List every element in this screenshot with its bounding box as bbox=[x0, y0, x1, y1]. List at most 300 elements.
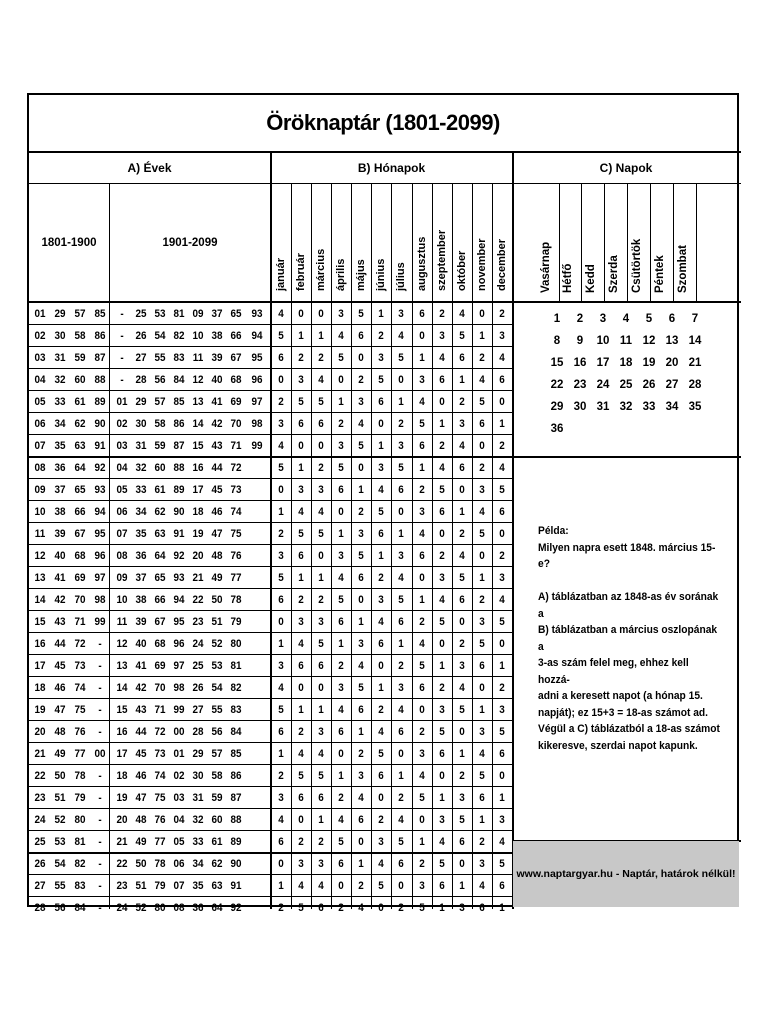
month-code-cell: 0 bbox=[398, 374, 404, 386]
month-code-cell: 5 bbox=[318, 396, 324, 408]
month-code-cell: 4 bbox=[439, 836, 445, 848]
col-line-weekday bbox=[559, 183, 560, 301]
year-1901-cell: 80 bbox=[230, 638, 242, 650]
year-1901-cell: 07 bbox=[173, 880, 185, 892]
year-1901-cell: 67 bbox=[154, 616, 166, 628]
month-code-cell: 0 bbox=[318, 682, 324, 694]
year-1901-cell bbox=[248, 897, 266, 919]
month-code-cell: 2 bbox=[278, 396, 284, 408]
year-1901-cell bbox=[248, 567, 266, 589]
col-line-weekday bbox=[696, 183, 697, 301]
year-1801-cell: 59 bbox=[74, 352, 86, 364]
month-code-cell: 3 bbox=[459, 792, 465, 804]
month-code-cell: 4 bbox=[398, 814, 404, 826]
year-1801-cell: 96 bbox=[94, 550, 106, 562]
month-code-cell: 5 bbox=[358, 682, 364, 694]
year-1901-cell bbox=[248, 479, 266, 501]
month-code-cell: 3 bbox=[358, 396, 364, 408]
month-code-cell: 6 bbox=[499, 506, 505, 518]
month-code-cell: 4 bbox=[318, 506, 324, 518]
month-code-cell: 5 bbox=[378, 880, 384, 892]
month-code-cell: 2 bbox=[459, 396, 465, 408]
month-code-cell: 1 bbox=[499, 902, 505, 914]
month-code-cell: 2 bbox=[439, 550, 445, 562]
year-1801-cell: 65 bbox=[74, 484, 86, 496]
day-number: 33 bbox=[642, 401, 656, 413]
month-code-cell: 1 bbox=[439, 418, 445, 430]
month-code-cell: 1 bbox=[358, 858, 364, 870]
month-code-cell: 2 bbox=[499, 308, 505, 320]
year-1901-cell: 18 bbox=[192, 506, 204, 518]
month-code-cell: 1 bbox=[278, 638, 284, 650]
divider-sections bbox=[29, 183, 741, 184]
col-line-month bbox=[331, 183, 332, 909]
month-code-cell: 4 bbox=[298, 506, 304, 518]
month-code-cell: 5 bbox=[419, 418, 425, 430]
year-1901-cell: 32 bbox=[192, 814, 204, 826]
year-1901-cell: 15 bbox=[192, 440, 204, 452]
month-code-cell: 3 bbox=[378, 594, 384, 606]
month-code-cell: 0 bbox=[499, 396, 505, 408]
year-1901-cell: 31 bbox=[192, 792, 204, 804]
year-1901-cell: 43 bbox=[211, 440, 223, 452]
year-1901-cell: 51 bbox=[135, 880, 147, 892]
section-months-header: B) Hónapok bbox=[357, 161, 426, 175]
year-1801-cell: 56 bbox=[54, 902, 66, 914]
month-code-cell: 3 bbox=[318, 726, 324, 738]
month-code-cell: 5 bbox=[459, 330, 465, 342]
day-number: 7 bbox=[691, 313, 699, 325]
month-code-cell: 4 bbox=[318, 880, 324, 892]
year-1901-cell: 10 bbox=[116, 594, 128, 606]
month-code-cell: 0 bbox=[278, 374, 284, 386]
year-1901-cell: 95 bbox=[173, 616, 185, 628]
year-1901-cell: 19 bbox=[116, 792, 128, 804]
section-years-header: A) Évek bbox=[127, 161, 172, 175]
month-code-cell: 1 bbox=[338, 528, 344, 540]
month-code-cell: 5 bbox=[459, 814, 465, 826]
month-code-cell: 0 bbox=[378, 418, 384, 430]
year-1901-cell: 09 bbox=[116, 572, 128, 584]
month-code-cell: 4 bbox=[479, 506, 485, 518]
day-number: 12 bbox=[642, 335, 656, 347]
weekday-header-5: Péntek bbox=[654, 255, 666, 293]
month-code-cell: 4 bbox=[439, 462, 445, 474]
year-1901-cell: 58 bbox=[211, 770, 223, 782]
year-1901-cell bbox=[248, 457, 266, 479]
month-code-cell: 5 bbox=[338, 836, 344, 848]
divider-title bbox=[29, 151, 741, 153]
month-code-cell: 5 bbox=[278, 572, 284, 584]
month-code-cell: 3 bbox=[358, 770, 364, 782]
year-1901-cell: 52 bbox=[135, 902, 147, 914]
month-code-cell: 0 bbox=[338, 374, 344, 386]
month-code-cell: 5 bbox=[278, 330, 284, 342]
year-1801-cell: 62 bbox=[74, 418, 86, 430]
year-1801-cell: 85 bbox=[94, 308, 106, 320]
year-1901-cell: 99 bbox=[173, 704, 185, 716]
month-code-cell: 3 bbox=[479, 726, 485, 738]
month-code-cell: 4 bbox=[358, 418, 364, 430]
month-code-cell: 3 bbox=[278, 418, 284, 430]
month-code-cell: 1 bbox=[499, 660, 505, 672]
day-number: 28 bbox=[688, 379, 702, 391]
col-line-month bbox=[432, 183, 433, 909]
month-code-cell: 4 bbox=[298, 638, 304, 650]
year-1901-cell: 75 bbox=[230, 528, 242, 540]
month-code-cell: 6 bbox=[479, 418, 485, 430]
month-code-cell: 2 bbox=[439, 682, 445, 694]
month-code-cell: 4 bbox=[398, 330, 404, 342]
month-code-cell: 4 bbox=[398, 704, 404, 716]
year-1801-cell: 80 bbox=[74, 814, 86, 826]
year-1901-cell: 50 bbox=[211, 594, 223, 606]
month-code-cell: 1 bbox=[419, 594, 425, 606]
year-1901-cell: 38 bbox=[211, 330, 223, 342]
month-code-cell: 4 bbox=[298, 748, 304, 760]
month-code-cell: 5 bbox=[358, 440, 364, 452]
year-1901-cell: 05 bbox=[173, 836, 185, 848]
col-line-weekday bbox=[581, 183, 582, 301]
year-1901-cell bbox=[248, 633, 266, 655]
col-line-weekday bbox=[627, 183, 628, 301]
day-number: 8 bbox=[553, 335, 561, 347]
month-header-8: szeptember bbox=[436, 229, 448, 291]
month-code-cell: 2 bbox=[499, 682, 505, 694]
month-code-cell: 3 bbox=[439, 330, 445, 342]
month-code-cell: 4 bbox=[298, 880, 304, 892]
day-number: 10 bbox=[596, 335, 610, 347]
month-code-cell: 1 bbox=[378, 682, 384, 694]
year-1801-cell: 23 bbox=[34, 792, 46, 804]
year-1801-cell: 43 bbox=[54, 616, 66, 628]
year-1901-cell: 26 bbox=[192, 682, 204, 694]
year-1901-cell: 65 bbox=[154, 572, 166, 584]
month-code-cell: 6 bbox=[479, 792, 485, 804]
month-code-cell: 5 bbox=[378, 506, 384, 518]
year-1901-cell: 34 bbox=[135, 506, 147, 518]
col-line-weekday bbox=[604, 183, 605, 301]
month-code-cell: 5 bbox=[419, 660, 425, 672]
year-1901-cell: 42 bbox=[135, 682, 147, 694]
month-code-cell: 6 bbox=[419, 440, 425, 452]
year-1901-cell bbox=[248, 655, 266, 677]
month-code-cell: 5 bbox=[338, 594, 344, 606]
month-code-cell: 4 bbox=[419, 638, 425, 650]
day-number: 9 bbox=[576, 335, 584, 347]
month-code-cell: 5 bbox=[278, 462, 284, 474]
month-code-cell: 2 bbox=[338, 418, 344, 430]
year-1901-cell: 39 bbox=[211, 352, 223, 364]
year-1801-cell: 13 bbox=[34, 572, 46, 584]
year-1901-cell: 54 bbox=[154, 330, 166, 342]
year-1901-cell: 48 bbox=[135, 814, 147, 826]
year-1901-cell: 13 bbox=[116, 660, 128, 672]
year-1901-cell: 29 bbox=[192, 748, 204, 760]
year-1901-cell: 57 bbox=[154, 396, 166, 408]
month-code-cell: 6 bbox=[358, 572, 364, 584]
month-code-cell: 4 bbox=[358, 660, 364, 672]
month-code-cell: 0 bbox=[479, 440, 485, 452]
year-1801-cell: 72 bbox=[74, 638, 86, 650]
year-1801-cell: 51 bbox=[54, 792, 66, 804]
year-1901-cell: 17 bbox=[116, 748, 128, 760]
month-code-cell: 3 bbox=[278, 660, 284, 672]
year-1901-cell bbox=[248, 589, 266, 611]
year-1901-cell: 69 bbox=[154, 660, 166, 672]
day-number: 13 bbox=[665, 335, 679, 347]
month-code-cell: 2 bbox=[398, 418, 404, 430]
year-1901-cell: 87 bbox=[173, 440, 185, 452]
month-code-cell: 6 bbox=[298, 550, 304, 562]
month-code-cell: 1 bbox=[278, 748, 284, 760]
month-code-cell: 5 bbox=[499, 484, 505, 496]
year-1901-cell: 75 bbox=[154, 792, 166, 804]
year-1901-cell: 39 bbox=[135, 616, 147, 628]
year-1901-cell: 83 bbox=[173, 352, 185, 364]
month-code-cell: 4 bbox=[459, 682, 465, 694]
month-code-cell: 4 bbox=[338, 572, 344, 584]
month-code-cell: 2 bbox=[358, 374, 364, 386]
year-1801-cell: - bbox=[98, 726, 102, 738]
year-1801-cell: 07 bbox=[34, 440, 46, 452]
month-code-cell: 5 bbox=[398, 594, 404, 606]
month-code-cell: 1 bbox=[479, 572, 485, 584]
year-1901-cell: 69 bbox=[230, 396, 242, 408]
month-header-6: július bbox=[395, 262, 407, 291]
month-code-cell: 5 bbox=[439, 858, 445, 870]
year-1801-cell: 24 bbox=[34, 814, 46, 826]
year-1801-cell: 31 bbox=[54, 352, 66, 364]
day-number: 15 bbox=[550, 357, 564, 369]
year-1801-cell: 53 bbox=[54, 836, 66, 848]
month-code-cell: 6 bbox=[499, 374, 505, 386]
month-code-cell: 3 bbox=[338, 550, 344, 562]
month-code-cell: 2 bbox=[378, 814, 384, 826]
year-1801-cell: 99 bbox=[94, 616, 106, 628]
year-1901-cell: 38 bbox=[135, 594, 147, 606]
example-line: Végül a C) táblázatból a 18-as számot bbox=[538, 723, 720, 735]
divider-days-example bbox=[513, 456, 741, 458]
month-code-cell: 2 bbox=[419, 484, 425, 496]
year-1901-cell: 70 bbox=[154, 682, 166, 694]
month-code-cell: 3 bbox=[499, 704, 505, 716]
month-code-cell: 0 bbox=[318, 308, 324, 320]
month-code-cell: 0 bbox=[499, 770, 505, 782]
year-1901-cell: 91 bbox=[173, 528, 185, 540]
year-1801-cell: 27 bbox=[34, 880, 46, 892]
year-1801-cell: - bbox=[98, 682, 102, 694]
month-code-cell: 1 bbox=[318, 330, 324, 342]
year-1801-cell: 47 bbox=[54, 704, 66, 716]
year-1801-cell: 83 bbox=[74, 880, 86, 892]
year-1901-cell: 87 bbox=[230, 792, 242, 804]
year-1901-cell: 94 bbox=[173, 594, 185, 606]
month-code-cell: 2 bbox=[338, 660, 344, 672]
year-1901-cell: 84 bbox=[173, 374, 185, 386]
year-1901-cell: 41 bbox=[135, 660, 147, 672]
year-1901-cell: 08 bbox=[116, 550, 128, 562]
month-code-cell: 3 bbox=[338, 682, 344, 694]
weekday-header-1: Hétfő bbox=[562, 263, 574, 293]
year-1901-cell bbox=[248, 875, 266, 897]
year-1901-cell bbox=[248, 787, 266, 809]
year-1901-cell: 12 bbox=[116, 638, 128, 650]
month-code-cell: 5 bbox=[439, 616, 445, 628]
year-1901-cell: 28 bbox=[135, 374, 147, 386]
month-code-cell: 3 bbox=[459, 660, 465, 672]
month-code-cell: 3 bbox=[298, 374, 304, 386]
year-1801-cell: 10 bbox=[34, 506, 46, 518]
month-code-cell: 1 bbox=[298, 330, 304, 342]
month-code-cell: 5 bbox=[398, 462, 404, 474]
month-code-cell: 6 bbox=[378, 770, 384, 782]
year-1801-cell: 75 bbox=[74, 704, 86, 716]
month-code-cell: 1 bbox=[298, 704, 304, 716]
month-code-cell: 1 bbox=[378, 308, 384, 320]
year-1801-cell: 22 bbox=[34, 770, 46, 782]
year-1801-cell: 46 bbox=[54, 682, 66, 694]
example-line: kikeresve, szerdai napot kapunk. bbox=[538, 739, 698, 752]
year-1901-cell: 72 bbox=[154, 726, 166, 738]
year-1901-cell: 46 bbox=[135, 770, 147, 782]
weekday-header-2: Kedd bbox=[585, 264, 597, 293]
month-code-cell: 0 bbox=[358, 594, 364, 606]
year-1901-cell: 37 bbox=[135, 572, 147, 584]
year-1901-cell: 26 bbox=[135, 330, 147, 342]
year-1901-cell bbox=[248, 545, 266, 567]
col-line-month bbox=[452, 183, 453, 909]
month-code-cell: 3 bbox=[318, 484, 324, 496]
year-1801-cell: 14 bbox=[34, 594, 46, 606]
year-1901-cell: 03 bbox=[173, 792, 185, 804]
example-line: A) táblázatban az 1848-as év sorának a bbox=[538, 591, 719, 620]
month-code-cell: 2 bbox=[278, 528, 284, 540]
month-code-cell: 1 bbox=[318, 704, 324, 716]
year-1801-cell: 38 bbox=[54, 506, 66, 518]
year-1901-cell: 31 bbox=[135, 440, 147, 452]
year-1901-cell: 78 bbox=[230, 594, 242, 606]
month-code-cell: 3 bbox=[459, 902, 465, 914]
month-code-cell: 3 bbox=[439, 572, 445, 584]
year-1901-cell bbox=[248, 501, 266, 523]
year-1901-cell: 36 bbox=[135, 550, 147, 562]
year-1901-cell: 98 bbox=[251, 418, 263, 430]
month-header-3: április bbox=[335, 258, 347, 291]
year-1901-cell: 47 bbox=[135, 792, 147, 804]
year-1901-cell: 06 bbox=[173, 858, 185, 870]
year-1901-cell: 67 bbox=[230, 352, 242, 364]
year-1901-cell: 74 bbox=[230, 506, 242, 518]
year-1901-cell: 61 bbox=[211, 836, 223, 848]
year-1801-cell: 60 bbox=[74, 374, 86, 386]
month-code-cell: 0 bbox=[398, 748, 404, 760]
month-code-cell: 6 bbox=[318, 418, 324, 430]
year-1801-cell: 94 bbox=[94, 506, 106, 518]
month-code-cell: 2 bbox=[378, 704, 384, 716]
month-code-cell: 2 bbox=[459, 770, 465, 782]
col-line-month bbox=[391, 183, 392, 909]
month-code-cell: 6 bbox=[459, 462, 465, 474]
month-code-cell: 5 bbox=[318, 638, 324, 650]
example-line: Példa: bbox=[538, 525, 569, 537]
month-code-cell: 0 bbox=[358, 462, 364, 474]
month-code-cell: 6 bbox=[318, 902, 324, 914]
year-1901-cell: 42 bbox=[211, 418, 223, 430]
month-code-cell: 1 bbox=[479, 330, 485, 342]
year-1901-cell: 40 bbox=[211, 374, 223, 386]
year-1801-cell: 57 bbox=[74, 308, 86, 320]
year-1901-cell: 64 bbox=[154, 550, 166, 562]
year-1901-cell: 53 bbox=[154, 308, 166, 320]
col-line-month bbox=[472, 183, 473, 909]
month-code-cell: 3 bbox=[499, 330, 505, 342]
year-1901-cell bbox=[248, 831, 266, 853]
year-1901-cell: 64 bbox=[211, 902, 223, 914]
month-code-cell: 4 bbox=[439, 352, 445, 364]
year-1901-cell: 32 bbox=[135, 462, 147, 474]
year-1901-cell: 88 bbox=[173, 462, 185, 474]
month-code-cell: 6 bbox=[338, 858, 344, 870]
month-code-cell: 0 bbox=[439, 770, 445, 782]
year-1801-cell: 40 bbox=[54, 550, 66, 562]
month-code-cell: 1 bbox=[358, 726, 364, 738]
year-1901-cell bbox=[248, 721, 266, 743]
month-code-cell: 4 bbox=[419, 770, 425, 782]
month-code-cell: 6 bbox=[499, 880, 505, 892]
year-1901-cell: 96 bbox=[173, 638, 185, 650]
weekday-header-0: Vasárnap bbox=[540, 241, 552, 293]
year-1801-cell: 69 bbox=[74, 572, 86, 584]
year-1901-cell: 62 bbox=[154, 506, 166, 518]
year-1901-cell: 10 bbox=[192, 330, 204, 342]
month-code-cell: 5 bbox=[398, 352, 404, 364]
month-code-cell: 2 bbox=[358, 748, 364, 760]
month-code-cell: 5 bbox=[358, 550, 364, 562]
month-code-cell: 4 bbox=[338, 330, 344, 342]
year-1901-cell: - bbox=[120, 352, 124, 364]
year-1801-cell: 61 bbox=[74, 396, 86, 408]
month-code-cell: 4 bbox=[499, 594, 505, 606]
month-code-cell: 6 bbox=[459, 836, 465, 848]
month-code-cell: 1 bbox=[378, 440, 384, 452]
month-code-cell: 0 bbox=[479, 308, 485, 320]
month-code-cell: 0 bbox=[459, 726, 465, 738]
year-1801-cell: 64 bbox=[74, 462, 86, 474]
year-1901-cell: 71 bbox=[154, 704, 166, 716]
year-1901-cell: 86 bbox=[230, 770, 242, 782]
month-code-cell: 2 bbox=[378, 572, 384, 584]
month-code-cell: 2 bbox=[499, 550, 505, 562]
year-1901-cell: 08 bbox=[173, 902, 185, 914]
year-1901-cell: 02 bbox=[173, 770, 185, 782]
year-1901-cell: 29 bbox=[135, 396, 147, 408]
year-1901-cell: 88 bbox=[230, 814, 242, 826]
year-1901-cell: 35 bbox=[135, 528, 147, 540]
year-1901-cell: 81 bbox=[173, 308, 185, 320]
year-1901-cell bbox=[248, 677, 266, 699]
month-code-cell: 4 bbox=[419, 396, 425, 408]
month-code-cell: 4 bbox=[278, 440, 284, 452]
year-1801-cell: 82 bbox=[74, 858, 86, 870]
year-1901-cell: 44 bbox=[135, 726, 147, 738]
month-code-cell: 4 bbox=[338, 814, 344, 826]
year-1901-cell: 49 bbox=[135, 836, 147, 848]
month-code-cell: 2 bbox=[479, 836, 485, 848]
year-1801-cell: 91 bbox=[94, 440, 106, 452]
month-code-cell: 6 bbox=[459, 352, 465, 364]
example-line: B) táblázatban a március oszlopának a bbox=[538, 624, 718, 653]
